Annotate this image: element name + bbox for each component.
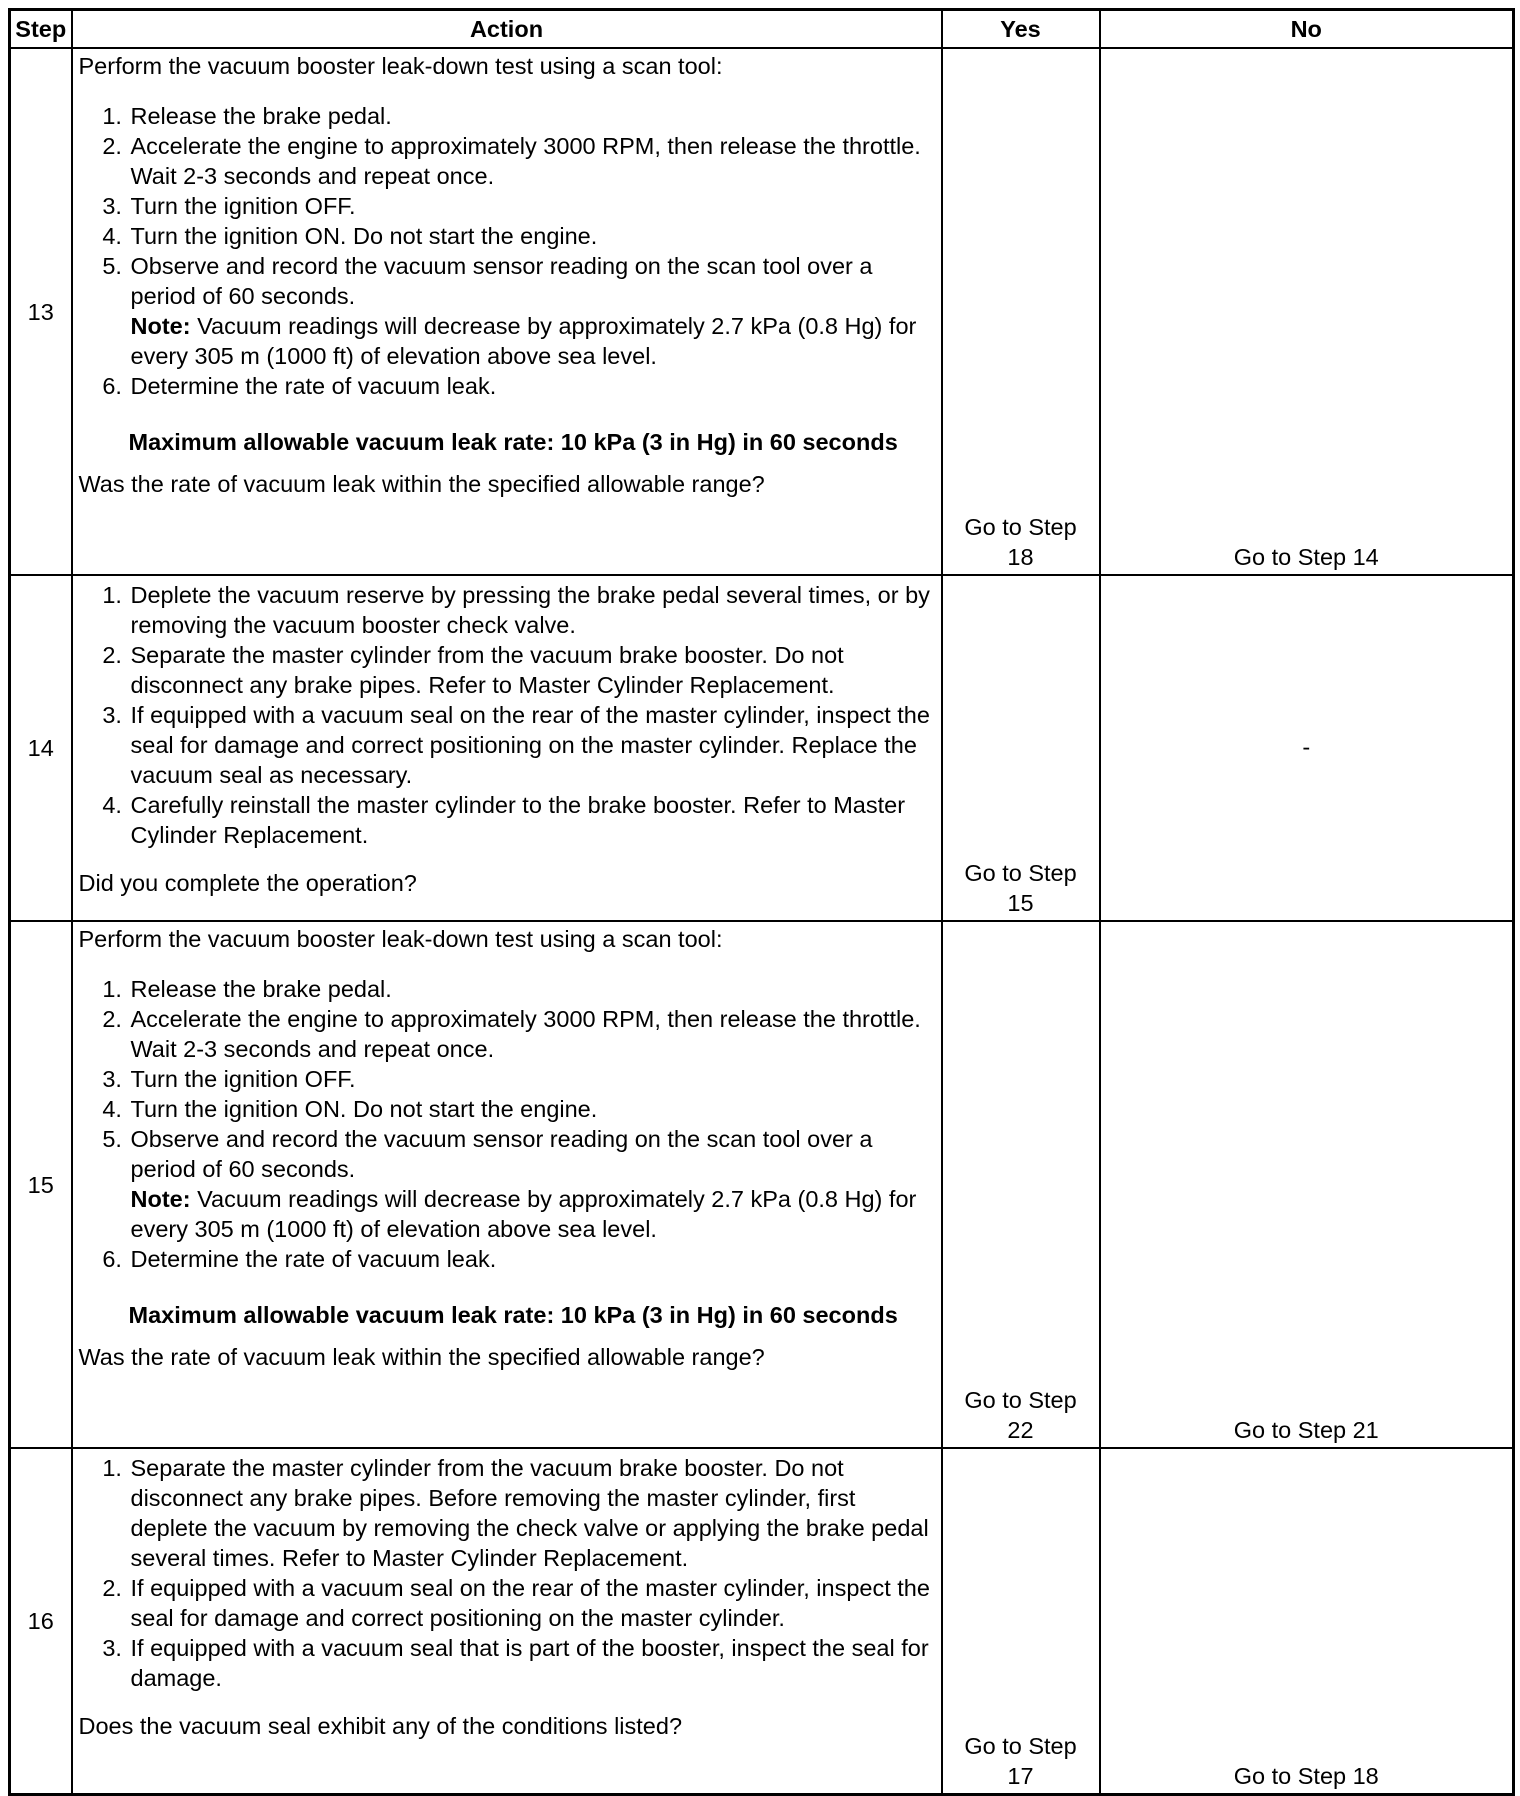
table-row-step-13 [10, 48, 1514, 575]
action-step-item: 1. Release the brake pedal. [129, 974, 935, 1004]
table-row-step-15 [10, 921, 1514, 1448]
yes-goto-step: 18 [1007, 544, 1034, 570]
action-step-item: 1. Deplete the vacuum reserve by pressing the brake pedal several times, or by removing the vacuum booster check valve. [129, 580, 935, 640]
header-no: No [1100, 10, 1514, 49]
action-step-item: 4. Turn the ignition ON. Do not start the engine. [129, 221, 935, 251]
action-step-item [129, 1124, 935, 1244]
no-cell: Go to Step 21 [1100, 921, 1514, 1448]
header-step: Step [10, 10, 72, 49]
spec-text: Maximum allowable vacuum leak rate: 10 kPa (3 in Hg) in 60 seconds [128, 1302, 898, 1328]
action-intro: Perform the vacuum booster leak-down test using a scan tool: [78, 926, 723, 952]
header-yes: Yes [942, 10, 1100, 49]
step-number: 14 [10, 575, 72, 921]
action-step-item: 4. Carefully reinstall the master cylinder to the brake booster. Refer to Master Cylinder Replacement. [129, 790, 935, 850]
question-text: Was the rate of vacuum leak within the specified allowable range? [78, 471, 765, 497]
action-step-item: 3. If equipped with a vacuum seal on the rear of the master cylinder, inspect the seal for damage and correct positioning on the master cylinder. Replace the vacuum seal as necessary. [129, 700, 935, 790]
yes-goto-step: 22 [1007, 1417, 1034, 1443]
note-text: Vacuum readings will decrease by approximately 2.7 kPa (0.8 Hg) for every 305 m (1000 ft) of elevation above sea level. [130, 1186, 917, 1242]
table-header-row [10, 10, 1514, 49]
yes-goto-label: Go to Step [964, 514, 1077, 540]
action-step-item [129, 251, 935, 371]
yes-cell [942, 921, 1100, 1448]
question-text: Was the rate of vacuum leak within the specified allowable range? [78, 1344, 765, 1370]
yes-cell [942, 575, 1100, 921]
action-step-item: 2. Separate the master cylinder from the vacuum brake booster. Do not disconnect any brake pipes. Refer to Master Cylinder Replacement. [129, 640, 935, 700]
yes-cell [942, 1448, 1100, 1794]
action-cell [72, 1448, 942, 1794]
yes-goto-label: Go to Step [964, 1732, 1077, 1759]
action-step-item: 6. Determine the rate of vacuum leak. [129, 371, 935, 401]
spec-text: Maximum allowable vacuum leak rate: 10 kPa (3 in Hg) in 60 seconds [128, 429, 898, 455]
action-steps-list [79, 1453, 935, 1693]
step-number: 16 [10, 1448, 72, 1794]
action-step-item: 2. Accelerate the engine to approximately 3000 RPM, then release the throttle. Wait 2-3 seconds and repeat once. [129, 131, 935, 191]
header-action: Action [72, 10, 942, 49]
action-step-item: 3. Turn the ignition OFF. [129, 1064, 935, 1094]
yes-goto-label: Go to Step [964, 860, 1077, 886]
action-step-item: 4. Turn the ignition ON. Do not start the engine. [129, 1094, 935, 1124]
question-text: Did you complete the operation? [78, 870, 417, 896]
note-label: Note: [130, 1186, 191, 1212]
action-step-text: Observe and record the vacuum sensor reading on the scan tool over a period of 60 seconds. [130, 1126, 873, 1182]
action-step-item: 1. Separate the master cylinder from the vacuum brake booster. Do not disconnect any brake pipes. Before removing the master cylinder, first deplete the vacuum by removing the check valve or applying the brake pedal several times. Refer to Master Cylinder Replacement. [129, 1453, 935, 1573]
action-step-text: Observe and record the vacuum sensor reading on the scan tool over a period of 60 seconds. [130, 253, 873, 309]
action-cell [72, 48, 942, 575]
action-steps-list [79, 101, 935, 401]
yes-goto-label: Go to Step [964, 1387, 1077, 1413]
action-step-item: 2. Accelerate the engine to approximately 3000 RPM, then release the throttle. Wait 2-3 seconds and repeat once. [129, 1004, 935, 1064]
action-step-item: 3. Turn the ignition OFF. [129, 191, 935, 221]
action-steps-list [79, 580, 935, 850]
note-label: Note: [130, 313, 191, 339]
step-number: 13 [10, 48, 72, 575]
no-cell: Go to Step 14 [1100, 48, 1514, 575]
question-text: Does the vacuum seal exhibit any of the conditions listed? [78, 1713, 683, 1739]
yes-cell [942, 48, 1100, 575]
action-step-item: 1. Release the brake pedal. [129, 101, 935, 131]
no-cell: - [1100, 575, 1514, 921]
action-cell [72, 921, 942, 1448]
table-row-step-16 [10, 1448, 1514, 1794]
action-steps-list [79, 974, 935, 1274]
no-cell: Go to Step 18 [1100, 1448, 1514, 1794]
diagnostic-table [8, 8, 1515, 1796]
note-text: Vacuum readings will decrease by approximately 2.7 kPa (0.8 Hg) for every 305 m (1000 ft) of elevation above sea level. [130, 313, 917, 369]
yes-goto-step: 17 [1007, 1762, 1034, 1789]
step-number: 15 [10, 921, 72, 1448]
action-cell [72, 575, 942, 921]
yes-goto-step: 15 [1007, 890, 1034, 916]
action-step-item: 3. If equipped with a vacuum seal that is part of the booster, inspect the seal for damage. [129, 1633, 935, 1693]
action-step-item: 2. If equipped with a vacuum seal on the rear of the master cylinder, inspect the seal for damage and correct positioning on the master cylinder. [129, 1573, 935, 1633]
action-intro: Perform the vacuum booster leak-down test using a scan tool: [78, 53, 723, 79]
table-row-step-14 [10, 575, 1514, 921]
action-step-item: 6. Determine the rate of vacuum leak. [129, 1244, 935, 1274]
